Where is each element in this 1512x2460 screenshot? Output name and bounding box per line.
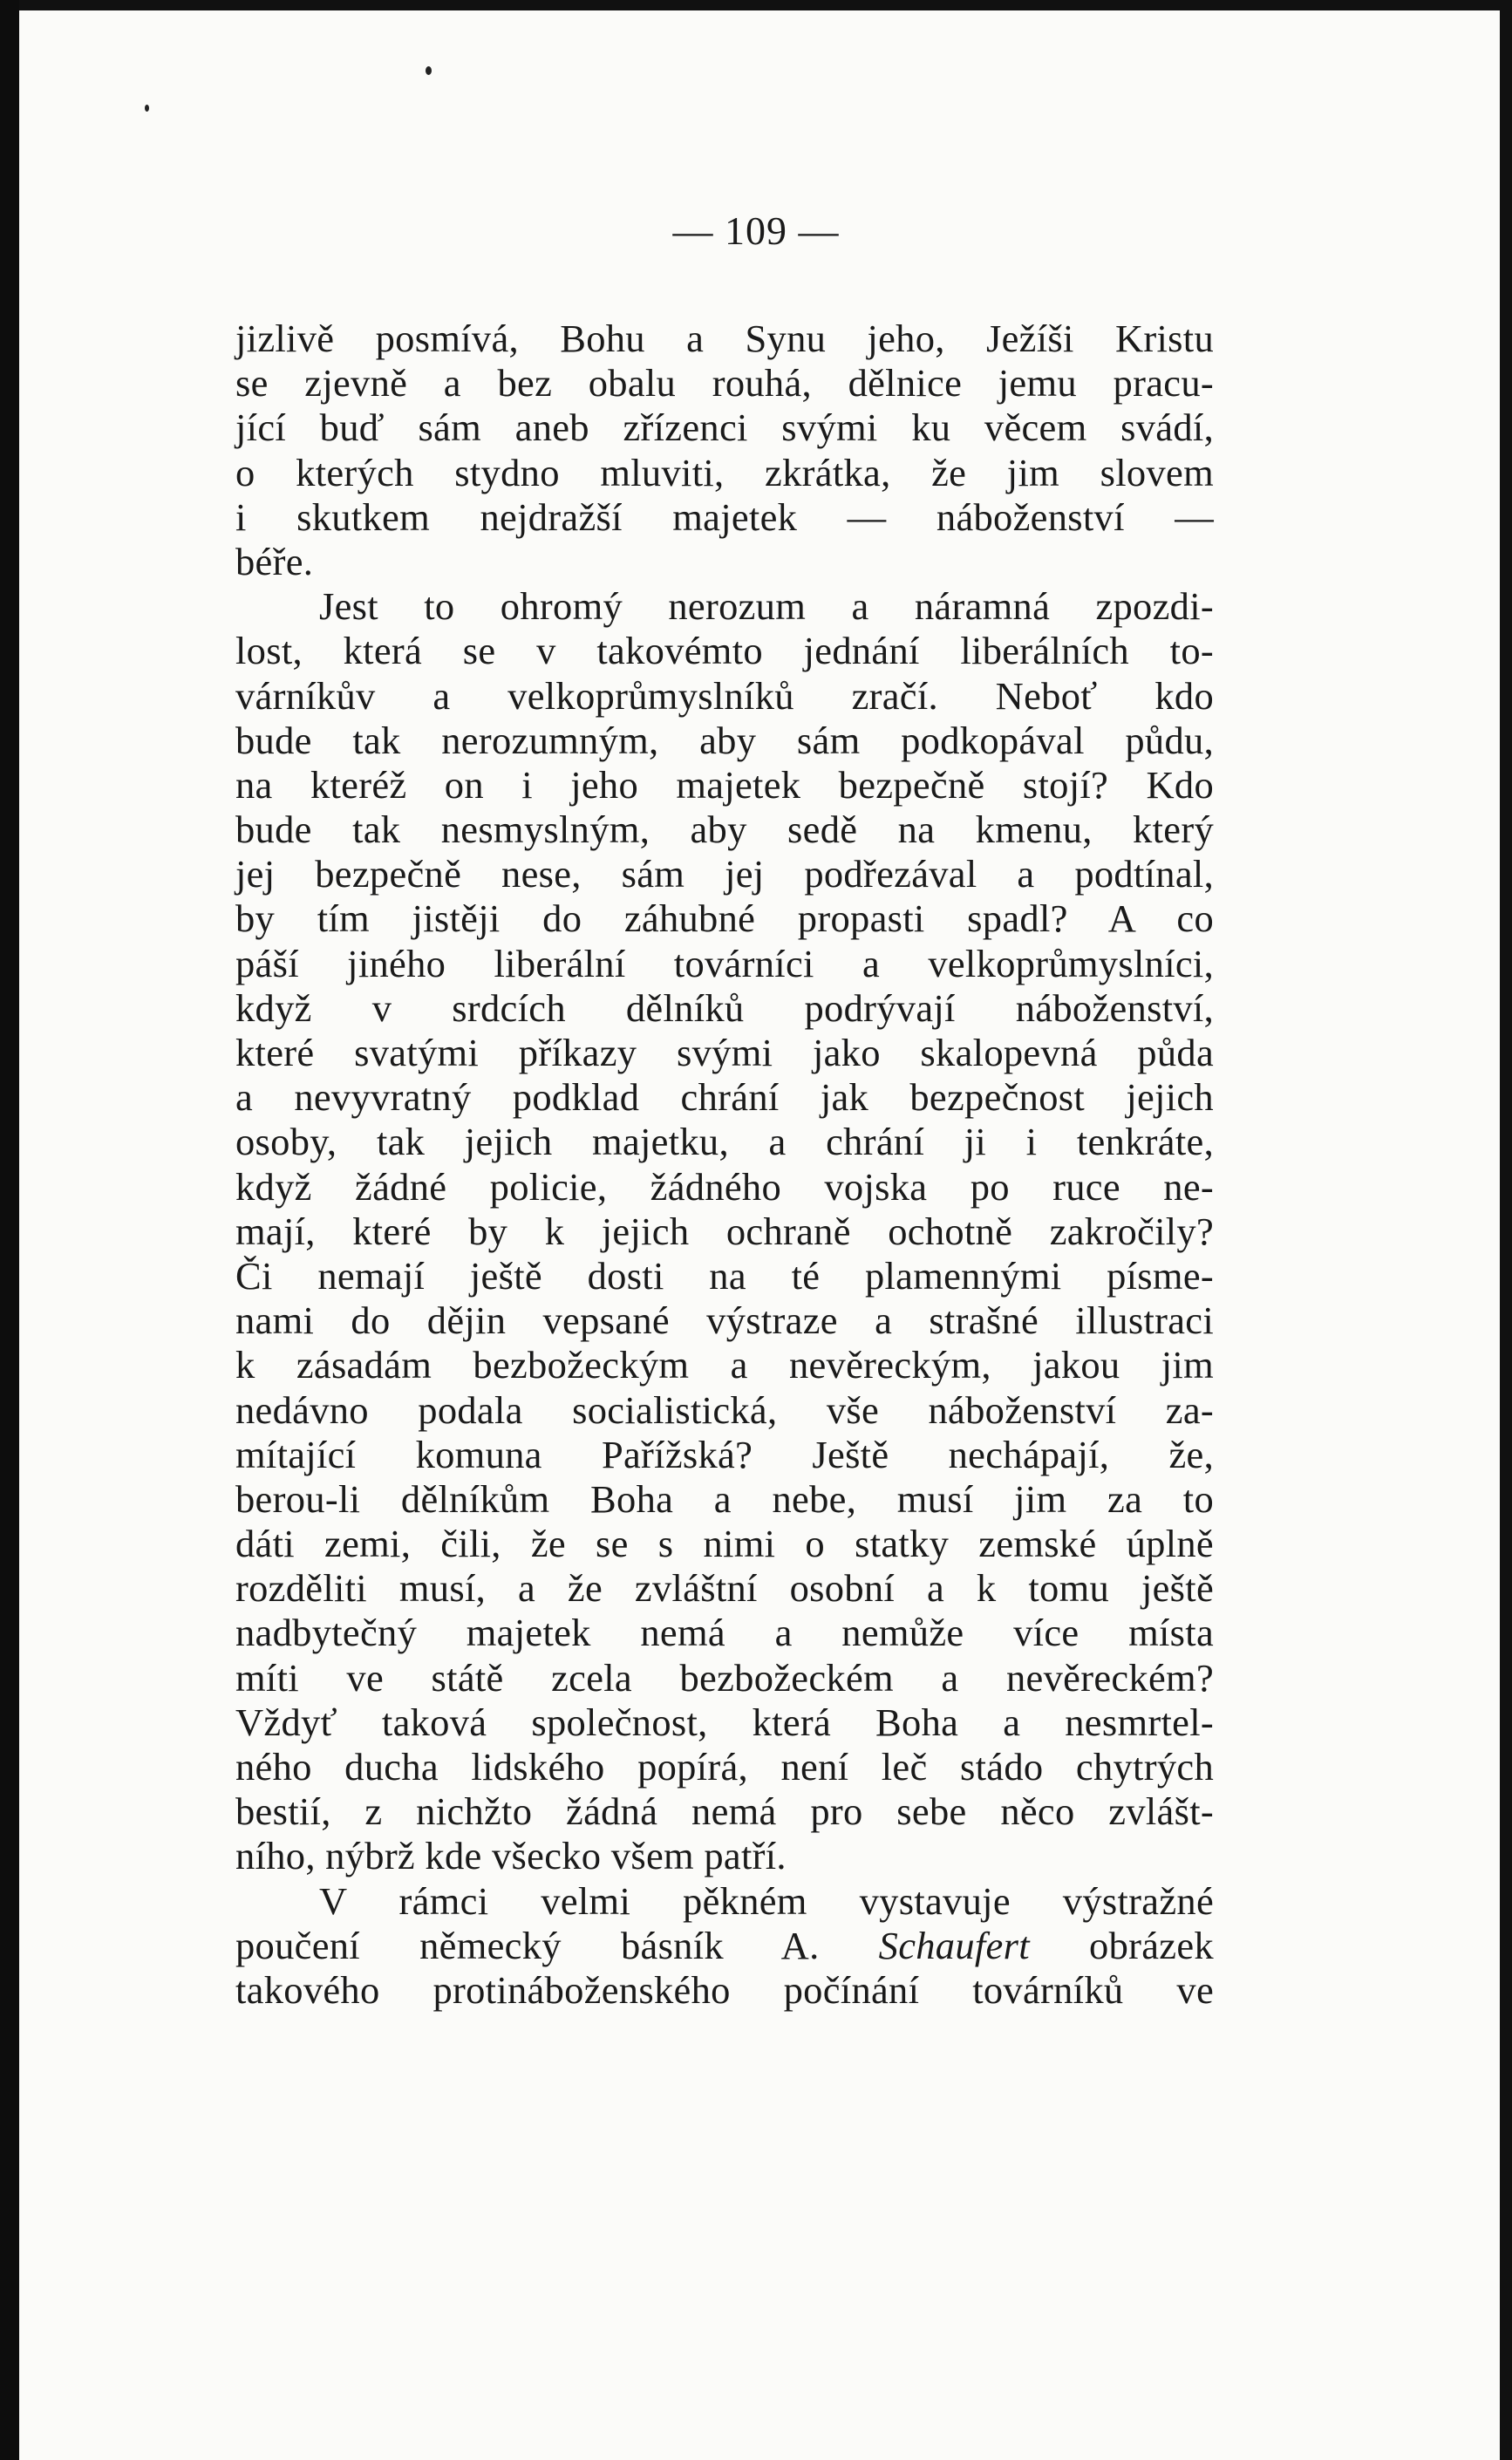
text-fragment: poučení německý básník A. <box>235 1923 820 1967</box>
text-line: nedávno podala socialistická, vše náboženství za- <box>235 1387 1214 1432</box>
text-line: lost, která se v takovémto jednání liberálních to- <box>235 629 1214 673</box>
text-line: mítající komuna Pařížská? Ještě nechápají, že, <box>235 1432 1214 1476</box>
text-line: béře. <box>235 539 314 583</box>
text-line: o kterých stydno mluviti, zkrátka, že jim slovem <box>235 450 1214 494</box>
text-line: a nevyvratný podklad chrání jak bezpečnost jejich <box>235 1075 1214 1120</box>
text-line: míti ve státě zcela bezbožeckém a nevěreckém? <box>235 1655 1214 1700</box>
text-line: rozděliti musí, a že zvláštní osobní a k tomu ještě <box>235 1566 1214 1611</box>
page-number: — 109 — <box>672 208 840 253</box>
text-fragment: obrázek <box>1089 1923 1214 1967</box>
text-line: k zásadám bezbožeckým a nevěreckým, jakou jim <box>235 1343 1214 1387</box>
scan-speck <box>426 66 432 75</box>
text-line: nami do dějin vepsané výstraze a strašné illustraci <box>235 1298 1214 1343</box>
text-line: jící buď sám aneb zřízenci svými ku věcem svádí, <box>235 405 1214 450</box>
text-line: ného ducha lidského popírá, není leč stádo chytrých <box>235 1745 1214 1789</box>
text-line: na kteréž on i jeho majetek bezpečně stojí? Kdo <box>235 762 1214 807</box>
text-line: by tím jistěji do záhubné propasti spadl? A co <box>235 896 1214 941</box>
text-line: se zjevně a bez obalu rouhá, dělnice jemu pracu- <box>235 361 1214 405</box>
text-line: když žádné policie, žádného vojska po ruce ne- <box>235 1164 1214 1209</box>
text-line: když v srdcích dělníků podrývají náboženství, <box>235 985 1214 1030</box>
scan-speck <box>145 105 149 112</box>
text-line: dáti zemi, čili, že se s nimi o statky zemské úplně <box>235 1522 1214 1566</box>
text-line: berou-li dělníkům Boha a nebe, musí jim za to <box>235 1476 1214 1521</box>
text-line: páší jiného liberální továrníci a velkoprůmyslníci, <box>235 941 1214 985</box>
body-text <box>235 317 1214 2013</box>
scan-right-border <box>1500 0 1512 2460</box>
italic-author-name: Schaufert <box>878 1923 1030 1967</box>
text-line: jej bezpečně nese, sám jej podřezával a podtínal, <box>235 852 1214 896</box>
text-line: které svatými příkazy svými jako skalopevná půda <box>235 1031 1214 1074</box>
text-line: bude tak nerozumným, aby sám podkopával půdu, <box>235 718 1214 762</box>
text-line: várníkův a velkoprůmyslníků zračí. Neboť kdo <box>235 673 1214 718</box>
text-line: bestií, z nichžto žádná nemá pro sebe něco zvlášt- <box>235 1789 1214 1834</box>
text-line: jizlivě posmívá, Bohu a Synu jeho, Ježíši Kristu <box>235 317 1214 360</box>
scan-top-border <box>0 0 1512 10</box>
paragraph-first-line: V rámci velmi pěkném vystavuje výstražné <box>319 1878 1214 1923</box>
text-line: nadbytečný majetek nemá a nemůže více místa <box>235 1611 1214 1655</box>
paragraph-first-line: Jest to ohromý nerozum a náramná zpozdi- <box>319 584 1214 629</box>
text-line: ního, nýbrž kde všecko všem patří. <box>235 1834 787 1878</box>
text-line: Či nemají ještě dosti na té plamennými písme- <box>235 1253 1214 1298</box>
scan-left-border <box>0 0 19 2460</box>
text-line: i skutkem nejdražší majetek — náboženství — <box>235 494 1214 539</box>
text-line: osoby, tak jejich majetku, a chrání ji i tenkráte, <box>235 1120 1214 1164</box>
text-line: Vždyť taková společnost, která Boha a nesmrtel- <box>235 1700 1214 1744</box>
text-line: mají, které by k jejich ochraně ochotně zakročily? <box>235 1209 1214 1253</box>
text-line-with-italic <box>235 1924 1214 1968</box>
text-line: takového protináboženského počínání továrníků ve <box>235 1967 1214 2012</box>
text-line: bude tak nesmyslným, aby sedě na kmenu, který <box>235 808 1214 852</box>
